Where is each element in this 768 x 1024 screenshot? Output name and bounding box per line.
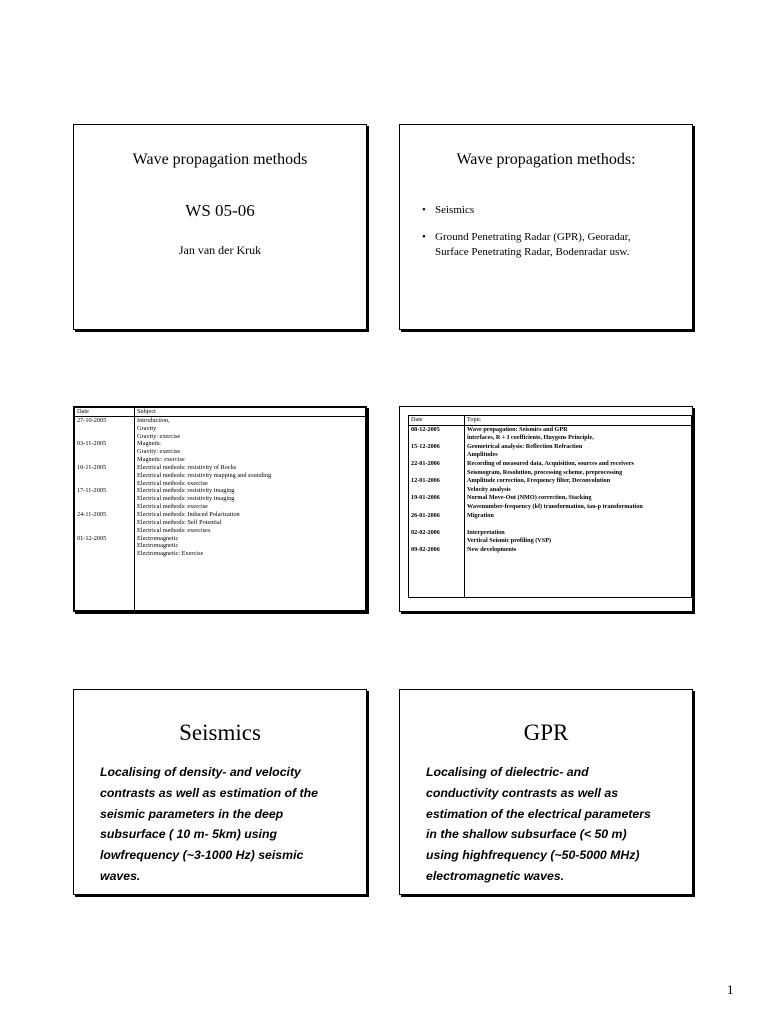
date-cell — [411, 537, 462, 546]
subject-cell: Electrical methods: exercises — [137, 526, 211, 534]
topic-cell: Migration — [467, 511, 494, 519]
topic-cell: Amplitudes — [467, 451, 498, 459]
subject-cell: Gravity: exercise — [137, 448, 181, 456]
date-cell — [77, 495, 132, 503]
slide-methods — [399, 124, 693, 330]
table-header-date: Date — [409, 416, 465, 426]
date-cell — [77, 433, 132, 441]
topic-cell: Normal Move-Out (NMO) correction, Stacking — [467, 494, 592, 502]
description-line: subsurface ( 10 m- 5km) using — [100, 827, 277, 842]
subject-cell: Electrical methods: exercise — [137, 503, 208, 511]
date-cell: 09-02-2006 — [411, 545, 440, 553]
date-cell — [77, 472, 132, 480]
subject-column — [135, 416, 366, 610]
date-cell: 12-01-2006 — [411, 477, 440, 485]
subject-cell: Electrical methods: resistivity imaging — [137, 495, 235, 503]
description-line: lowfrequency (~3-1000 Hz) seismic — [100, 848, 304, 863]
slide-title — [73, 124, 367, 330]
description-line: Localising of density- and velocity — [100, 765, 301, 779]
methods-list — [422, 203, 682, 272]
description-line: Localising of dielectric- and — [426, 765, 589, 779]
schedule-table-2 — [408, 415, 692, 598]
subject-cell: Electrical methods: exercise — [137, 479, 208, 487]
seismics-title: Seismics — [179, 720, 261, 745]
date-cell: 19-01-2006 — [411, 494, 440, 502]
description-line: waves. — [100, 868, 141, 883]
bullet-text: Ground Penetrating Radar (GPR), Georadar, — [435, 231, 631, 243]
topic-cell: Wavenumber-frequency (kf) transformation, tau-p transformation — [467, 502, 643, 510]
date-cell: 26-01-2006 — [411, 511, 440, 519]
bullet-item — [422, 230, 682, 260]
date-cell: 01-12-2005 — [77, 534, 107, 542]
table-header-topic: Topic — [465, 416, 692, 426]
date-cell: 24-11-2005 — [77, 510, 107, 518]
slide-title-heading: Wave propagation methods — [132, 151, 308, 168]
topic-cell — [467, 520, 689, 529]
description-line: estimation of the electrical parameters — [426, 806, 651, 821]
bullet-text: Surface Penetrating Radar, Bodenradar usw. — [435, 246, 630, 258]
topic-cell: interfaces, R + I coefficients, Huygens Principle, — [467, 434, 594, 442]
slide-author: Jan van der Kruk — [178, 243, 262, 257]
date-cell — [77, 456, 132, 464]
subject-cell: Magnetic — [137, 440, 161, 448]
date-cell: 02-02-2006 — [411, 528, 440, 536]
slide-schedule-2 — [399, 406, 693, 612]
date-cell — [77, 480, 132, 488]
topic-cell: Amplitude correction, Frequency filter, Deconvolution — [467, 477, 611, 485]
date-cell: 10-11-2005 — [77, 463, 107, 471]
topic-column — [465, 425, 692, 597]
description-line: using highfrequency (~50-5000 MHz) — [426, 848, 640, 863]
date-column — [409, 425, 465, 597]
gpr-description — [426, 762, 676, 887]
subject-cell: Electromagnetic: Exercise — [137, 550, 204, 558]
date-column — [75, 416, 135, 610]
topic-cell: Wave propagation: Seismics and GPR — [467, 425, 568, 433]
topic-cell: Velocity analysis — [467, 485, 511, 493]
seismics-description — [100, 762, 350, 887]
date-cell — [411, 451, 462, 460]
date-cell: 17-11-2005 — [77, 487, 107, 495]
subject-cell: Electromagnetic — [137, 534, 179, 542]
topic-cell: Seismogram, Resolution, processing scheme, preprocessing — [467, 468, 623, 476]
subject-cell: Gravity: exercise — [137, 432, 181, 440]
subject-cell: Gravity — [137, 424, 157, 432]
gpr-title: GPR — [523, 720, 569, 745]
date-cell — [77, 425, 132, 433]
date-cell: 22-01-2006 — [411, 459, 440, 467]
slide-seismics — [73, 689, 367, 895]
description-line: contrasts as well as estimation of the — [100, 785, 318, 800]
description-line: in the shallow subsurface (< 50 m) — [426, 827, 627, 842]
topic-cell: Interpretation — [467, 528, 505, 536]
date-cell — [77, 503, 132, 511]
date-cell: 08-12-2005 — [411, 425, 440, 433]
topic-cell: Geometrical analysis: Reflection Refraction — [467, 442, 583, 450]
page-number: 1 — [727, 982, 734, 997]
subject-cell: Electrical methods: resistivity of Rocks — [137, 463, 237, 471]
topic-cell: Vertical Seismic profiling (VSP) — [467, 537, 552, 545]
subject-cell: Electrical methods: resistivity imaging — [137, 487, 235, 495]
topic-cell: Recording of measured data, Acquisition, sources and receivers — [467, 459, 634, 467]
schedule-table-1 — [74, 407, 366, 611]
description-line: electromagnetic waves. — [426, 868, 565, 883]
table-header-date: Date — [75, 408, 135, 417]
date-cell — [411, 520, 462, 529]
date-cell — [77, 519, 132, 527]
description-line: seismic parameters in the deep — [100, 806, 284, 821]
date-cell — [77, 550, 132, 558]
subject-cell: Introduction, — [137, 416, 170, 424]
slide-gpr — [399, 689, 693, 895]
subject-cell: Electromagnetic — [137, 542, 179, 550]
date-cell — [411, 434, 462, 443]
date-cell — [411, 469, 462, 478]
date-cell — [77, 448, 132, 456]
date-cell — [77, 527, 132, 535]
subject-cell: Electrical methods: resistivity mapping and sounding — [137, 471, 272, 479]
bullet-text: Seismics — [435, 204, 475, 216]
bullet-item — [422, 203, 682, 218]
slide-subtitle: WS 05-06 — [185, 201, 255, 220]
date-cell — [411, 503, 462, 512]
table-header-subject: Subject — [135, 408, 366, 417]
description-line: conductivity contrasts as well as — [426, 785, 619, 800]
topic-cell: New developments — [467, 545, 517, 553]
date-cell — [411, 486, 462, 495]
slide-schedule-1 — [73, 406, 367, 612]
subject-cell: Electrical methods: Self Potential — [137, 518, 222, 526]
slide-methods-heading: Wave propagation methods: — [456, 151, 636, 168]
subject-cell: Magnetic: exercise — [137, 456, 185, 464]
date-cell: 15-12-2006 — [411, 442, 440, 450]
date-cell: 27-10-2005 — [77, 416, 107, 424]
date-cell: 03-11-2005 — [77, 440, 107, 448]
subject-cell: Electrical methods: Induced Polarization — [137, 510, 240, 518]
date-cell — [77, 542, 132, 550]
